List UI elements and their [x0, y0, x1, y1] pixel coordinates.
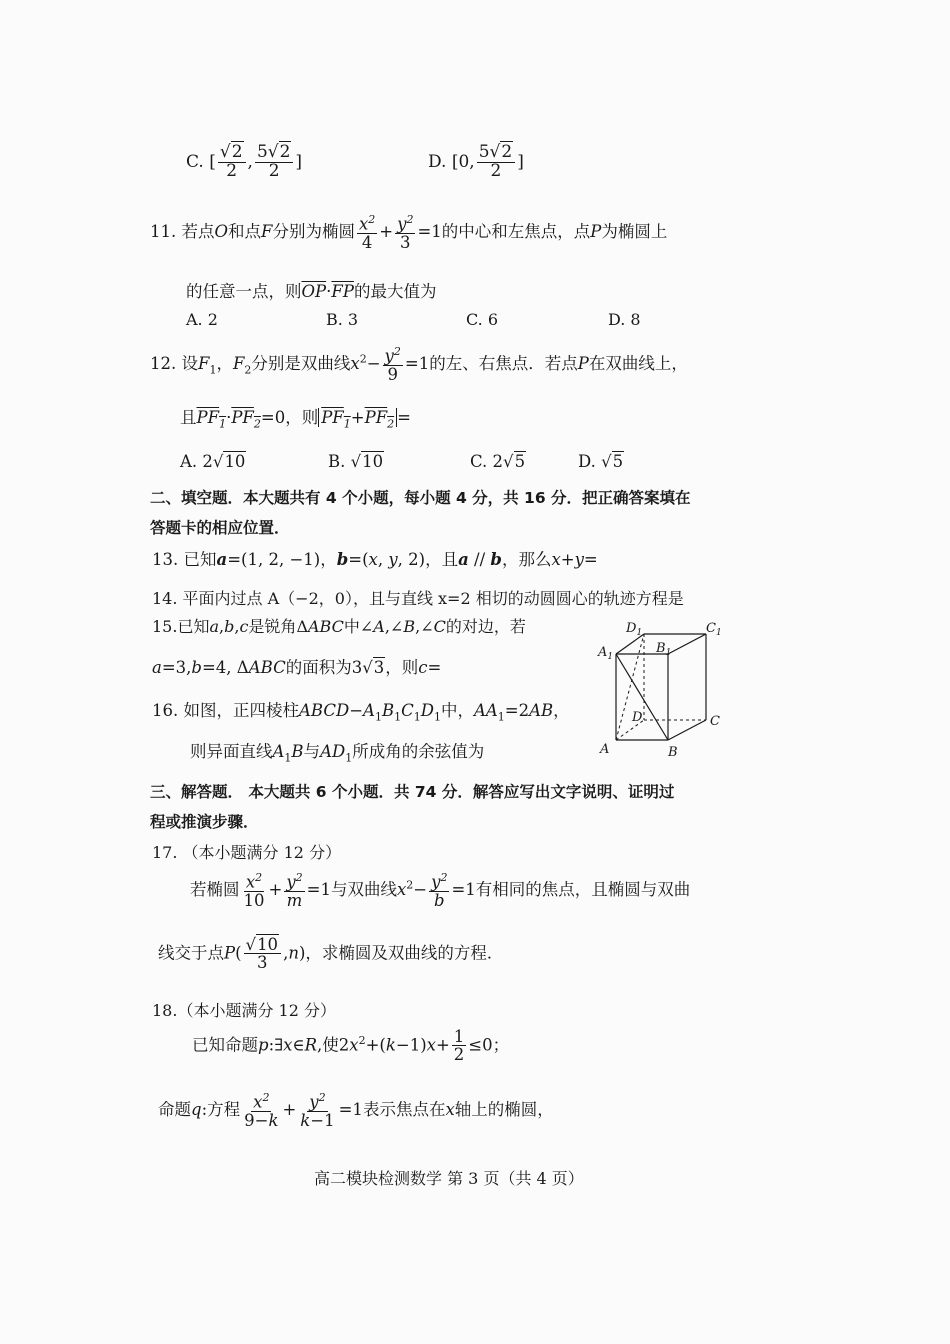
option-label: D. — [428, 151, 447, 172]
option-b: B. 3 — [326, 310, 359, 329]
q13: 13. 已知a=(1, 2, −1)，b=(x, y, 2)，且a // b，那么x+y= — [152, 550, 598, 569]
q12-options: A. 2√10 B. √10 C. 2√5 D. √5 — [180, 452, 624, 471]
edge-b-c — [668, 720, 706, 740]
label-d1: $D_1$ — [626, 621, 643, 638]
q18-line1: 已知命题p:∃x∈R,使$2x^2+(k-1)x+$ $\frac{1}{2}$ ≤0； — [192, 1027, 510, 1065]
q18-heading: 18.（本小题满分 12 分） — [152, 1001, 336, 1020]
segment-a1b — [616, 654, 668, 740]
q17-line1: 若椭圆 $\frac{x^2}{10}$ + $\frac{y^2}{m}$ =1与双曲线$x^2-$ $\frac{y^2}{b}$ =1有相同的焦点，且椭圆与双曲 — [190, 871, 691, 910]
q16-line2: 则异面直线$A_1B$与$AD_1$所成角的余弦值为 — [190, 742, 485, 765]
q10-option-c: C. [ $\frac{√2}{2}$ , $\frac{5√2}{2}$ ] — [186, 142, 303, 181]
prism-figure — [594, 618, 734, 764]
q17-heading: 17. （本小题满分 12 分） — [152, 843, 342, 862]
page-footer: 高二模块检测数学 第 3 页（共 4 页） — [314, 1169, 584, 1188]
label-a: A — [600, 742, 610, 757]
q15-line1: 15.已知a,b,c是锐角ΔABC中∠A,∠B,∠C的对边，若 — [152, 617, 526, 636]
q11-line2: 的任意一点，则$\overline{OP}\cdot\overline{FP}$的最大值为 — [186, 282, 437, 301]
q11-options — [186, 310, 641, 329]
q12-line1: 12. 设$F_1$，$F_2$分别是双曲线$x^2-$ $\frac{y^2}{9}$ =1的左、右焦点．若点P在双曲线上， — [150, 345, 688, 384]
section2-heading: 二、填空题．本大题共有 4 个小题，每小题 4 分，共 16 分．把正确答案填在 — [150, 489, 691, 507]
label-b: B — [668, 745, 678, 760]
q16-line1: 16. 如图，正四棱柱$ABCD-A_1B_1C_1D_1$中，$AA_1=2AB$， — [152, 701, 570, 724]
edge-b1-c1 — [668, 634, 706, 654]
q10-option-d: D. [0, $\frac{5√2}{2}$ ] — [428, 142, 524, 181]
section3-heading-cont: 程或推演步骤． — [150, 813, 259, 831]
label-a1: $A_1$ — [598, 645, 614, 662]
q14: 14. 平面内过点 A（−2，0），且与直线 x=2 相切的动圆圆心的轨迹方程是 — [152, 589, 684, 608]
q11-line1: 11. 若点O和点F分别为椭圆 $\frac{x^2}{4}$ + $\frac{y^2}{3}$ =1的中心和左焦点，点P为椭圆上 — [150, 213, 668, 252]
section2-heading-cont: 答题卡的相应位置． — [150, 519, 290, 537]
option-a: A. 2 — [186, 310, 218, 329]
q17-line2: 线交于点P( $\frac{√10}{3}$ ,n)，求椭圆及双曲线的方程． — [158, 935, 504, 973]
q18-line2: 命题q:方程 $\frac{x^2}{9-k}$ + $\frac{y^2}{k-1}$ =1表示焦点在x轴上的椭圆， — [158, 1091, 554, 1130]
label-c1: $C_1$ — [706, 621, 722, 638]
label-d: D — [632, 710, 643, 725]
section3-heading: 三、解答题． 本大题共 6 个小题．共 74 分．解答应写出文字说明、证明过 — [150, 783, 675, 801]
q12-line2: 且$PF_1\cdot PF_2=0$，则 $PF_1+PF_2$ = — [180, 408, 411, 431]
option-label: C. — [186, 151, 204, 172]
option-d: D. 8 — [608, 310, 641, 329]
q15-line2: a=3,b=4, ΔABC的面积为3√3，则c= — [152, 658, 442, 677]
label-b1: $B_1$ — [656, 641, 672, 658]
option-c: C. 6 — [466, 310, 499, 329]
label-c: C — [710, 714, 720, 729]
